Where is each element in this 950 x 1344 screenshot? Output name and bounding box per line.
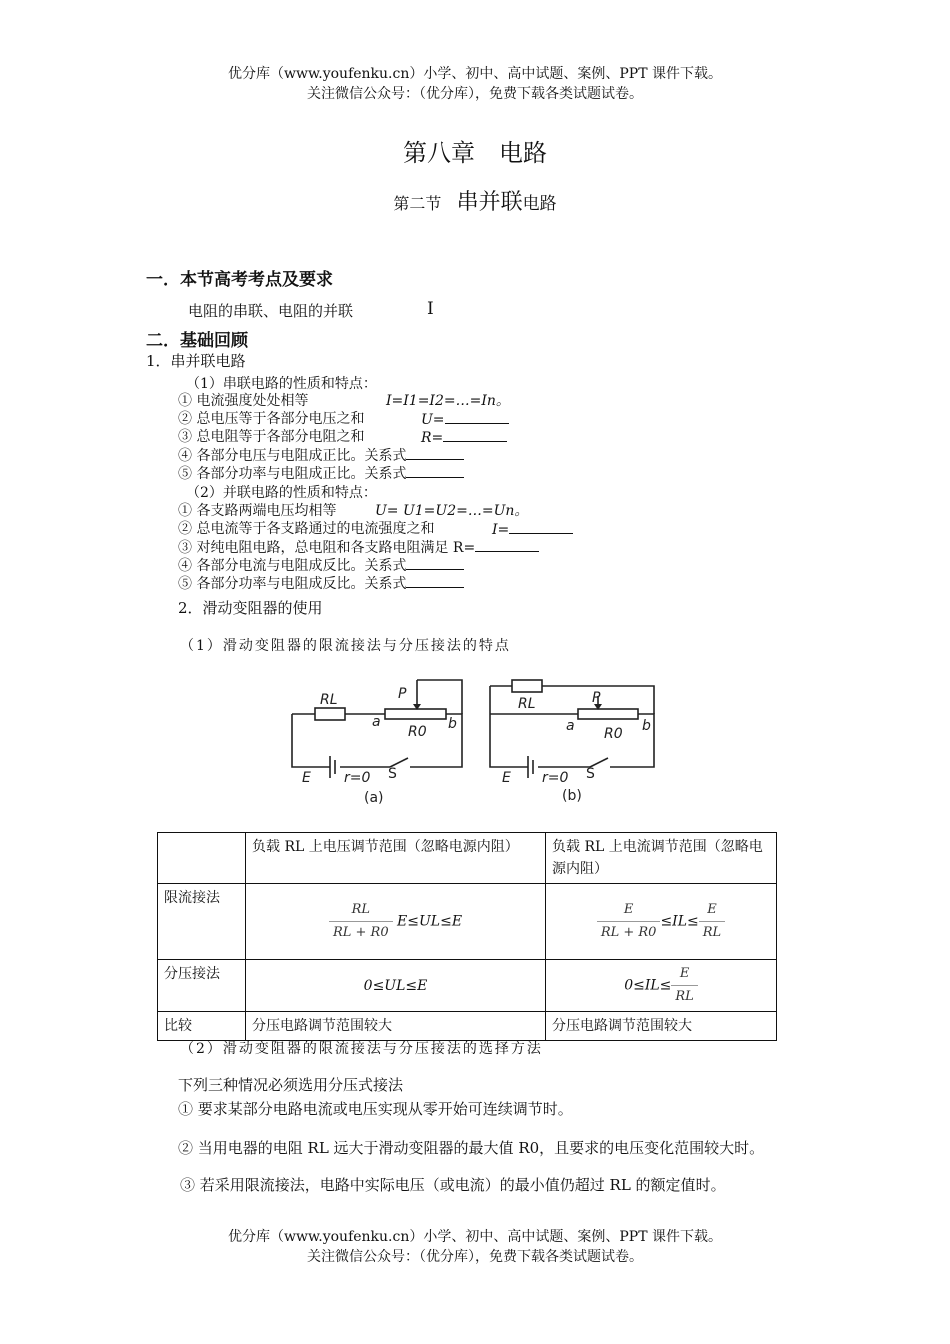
circuit-a-label-p: P — [398, 686, 407, 702]
part1-level: Ⅰ — [427, 299, 434, 319]
circuit-a-label-r: r=0 — [344, 770, 371, 786]
page-header-line1: 优分库（www.youfenku.cn）小学、初中、高中试题、案例、PPT 课件下载。 — [227, 66, 722, 82]
fraction — [671, 963, 697, 1008]
circuit-b-label-rl: RL — [518, 696, 536, 712]
limiting-voltage-range: E≤UL≤E — [397, 913, 463, 930]
circuit-b-label-a: a — [566, 718, 575, 734]
divider-current-head: 0≤IL≤ — [624, 977, 672, 994]
series-formula-1: I=I1=I2=…=In。 — [386, 393, 510, 409]
cell-limiting-voltage — [246, 884, 546, 960]
case-2: ② 当用电器的电阻 RL 远大于滑动变阻器的最大值 R0，且要求的电压变化范围较大时。 — [178, 1139, 765, 1157]
circuit-b-label-p: P — [592, 690, 601, 706]
row-label-compare: 比较 — [158, 1012, 246, 1041]
table-header-voltage: 负载 RL 上电压调节范围（忽略电源内阻） — [246, 833, 546, 884]
chapter-title: 第八章 电路 — [403, 139, 547, 167]
fraction-den: RL + R0 — [600, 925, 657, 940]
page-header-line2: 关注微信公众号：（优分库），免费下载各类试题试卷。 — [307, 86, 643, 102]
cell-compare-current: 分压电路调节范围较大 — [546, 1012, 777, 1041]
table-corner-cell — [158, 833, 246, 884]
page-footer-line1: 优分库（www.youfenku.cn）小学、初中、高中试题、案例、PPT 课件下载。 — [227, 1229, 722, 1245]
answer-blank — [443, 429, 507, 442]
answer-blank — [406, 447, 464, 460]
circuit-b-label-e: E — [502, 770, 511, 786]
series-item-5-text: ⑤ 各部分功率与电阻成正比。关系式 — [178, 466, 407, 482]
parallel-item-3-text: ③ 对纯电阻电路，总电阻和各支路电阻满足 R= — [178, 540, 476, 556]
parallel-item-3 — [178, 539, 539, 557]
answer-blank — [406, 575, 464, 588]
series-item-4-text: ④ 各部分电压与电阻成正比。关系式 — [178, 448, 407, 464]
series-formula-3-text: R= — [421, 430, 444, 446]
answer-blank — [406, 557, 464, 570]
parallel-item-5 — [178, 575, 464, 593]
cell-divider-voltage: 0≤UL≤E — [246, 960, 546, 1012]
answer-blank — [509, 521, 573, 534]
fraction — [597, 899, 661, 944]
fraction-num: E — [597, 899, 661, 922]
s2-sub1: （1）滑动变阻器的限流接法与分压接法的特点 — [180, 638, 511, 654]
cell-divider-current — [546, 960, 777, 1012]
comparison-table — [157, 832, 777, 1041]
circuit-a-label-r0: R0 — [408, 724, 427, 740]
table-row — [158, 884, 777, 960]
series-item-3: ③ 总电阻等于各部分电阻之和 — [178, 429, 365, 445]
part1-item: 电阻的串联、电阻的并联 — [188, 302, 354, 320]
section-suffix: 电路 — [522, 194, 557, 214]
circuit-a-label-s: S — [388, 766, 397, 782]
circuit-b-label-s: S — [586, 766, 595, 782]
part1-heading: 一．本节高考考点及要求 — [146, 270, 333, 290]
circuit-b-rheostat — [578, 709, 638, 719]
series-formula-3 — [421, 429, 507, 447]
section-main: 串并联 — [456, 190, 523, 215]
section-prefix: 第二节 — [393, 194, 442, 213]
table-row — [158, 1012, 777, 1041]
parallel-formula-1: U= U1=U2=…=Un。 — [375, 503, 529, 519]
circuit-diagrams — [280, 672, 670, 812]
cell-limiting-current — [546, 884, 777, 960]
fraction-num: E — [671, 963, 697, 986]
parallel-item-4 — [178, 557, 464, 575]
series-item-1: ① 电流强度处处相等 — [178, 393, 309, 409]
s1-title: 1．串并联电路 — [146, 352, 246, 370]
answer-blank — [406, 465, 464, 478]
parallel-formula-2-text: I= — [492, 522, 510, 538]
s2-title: 2．滑动变阻器的使用 — [178, 599, 323, 617]
fraction — [699, 899, 725, 944]
parallel-item-1: ① 各支路两端电压均相等 — [178, 503, 337, 519]
row-label-current-limiting: 限流接法 — [158, 884, 246, 960]
page-footer-line2: 关注微信公众号：（优分库），免费下载各类试题试卷。 — [307, 1249, 643, 1265]
limiting-current-mid: ≤IL≤ — [660, 913, 699, 930]
section-title — [0, 185, 950, 216]
circuit-b-label-r0: R0 — [604, 726, 623, 742]
fraction-den: RL + R0 — [332, 925, 389, 940]
circuit-a-label-a: a — [372, 714, 381, 730]
circuit-b-label-b: b — [642, 718, 651, 734]
parallel-item-5-text: ⑤ 各部分功率与电阻成反比。关系式 — [178, 576, 407, 592]
answer-blank — [475, 539, 539, 552]
table-row — [158, 960, 777, 1012]
circuit-a-label-b: b — [448, 716, 457, 732]
s2-sub2: （2）滑动变阻器的限流接法与分压接法的选择方法 — [180, 1041, 543, 1057]
row-label-voltage-divider: 分压接法 — [158, 960, 246, 1012]
series-item-4 — [178, 447, 464, 465]
answer-blank — [445, 411, 509, 424]
circuit-b-caption: (b) — [562, 788, 582, 804]
cases-intro: 下列三种情况必须选用分压式接法 — [178, 1076, 404, 1094]
circuit-b-load-resistor — [512, 680, 542, 692]
fraction — [329, 899, 393, 944]
series-formula-2-text: U= — [421, 412, 445, 428]
case-1: ① 要求某部分电路电流或电压实现从零开始可连续调节时。 — [178, 1100, 573, 1118]
series-formula-2 — [421, 411, 509, 429]
circuit-a-label-e: E — [302, 770, 311, 786]
circuit-a-load-resistor — [315, 708, 345, 720]
parallel-item-2: ② 总电流等于各支路通过的电流强度之和 — [178, 521, 435, 537]
part2-heading: 二．基础回顾 — [146, 331, 248, 351]
fraction-num: RL — [329, 899, 393, 922]
case-3: ③ 若采用限流接法，电路中实际电压（或电流）的最小值仍超过 RL 的额定值时。 — [180, 1176, 726, 1194]
series-title: （1）串联电路的性质和特点： — [186, 376, 377, 392]
circuit-b-label-r: r=0 — [542, 770, 569, 786]
parallel-formula-2 — [492, 521, 573, 539]
fraction-den: RL — [675, 989, 694, 1004]
parallel-title: （2）并联电路的性质和特点： — [186, 485, 377, 501]
series-item-5 — [178, 465, 464, 483]
cell-compare-voltage: 分压电路调节范围较大 — [246, 1012, 546, 1041]
circuit-a-caption: (a) — [364, 790, 384, 806]
table-header-row — [158, 833, 777, 884]
fraction-num: E — [699, 899, 725, 922]
circuit-a-label-rl: RL — [320, 692, 338, 708]
circuit-a-rheostat — [385, 709, 446, 719]
parallel-item-4-text: ④ 各部分电流与电阻成反比。关系式 — [178, 558, 407, 574]
series-item-2: ② 总电压等于各部分电压之和 — [178, 411, 365, 427]
table-header-current: 负载 RL 上电流调节范围（忽略电源内阻） — [546, 833, 777, 884]
fraction-den: RL — [702, 925, 722, 940]
